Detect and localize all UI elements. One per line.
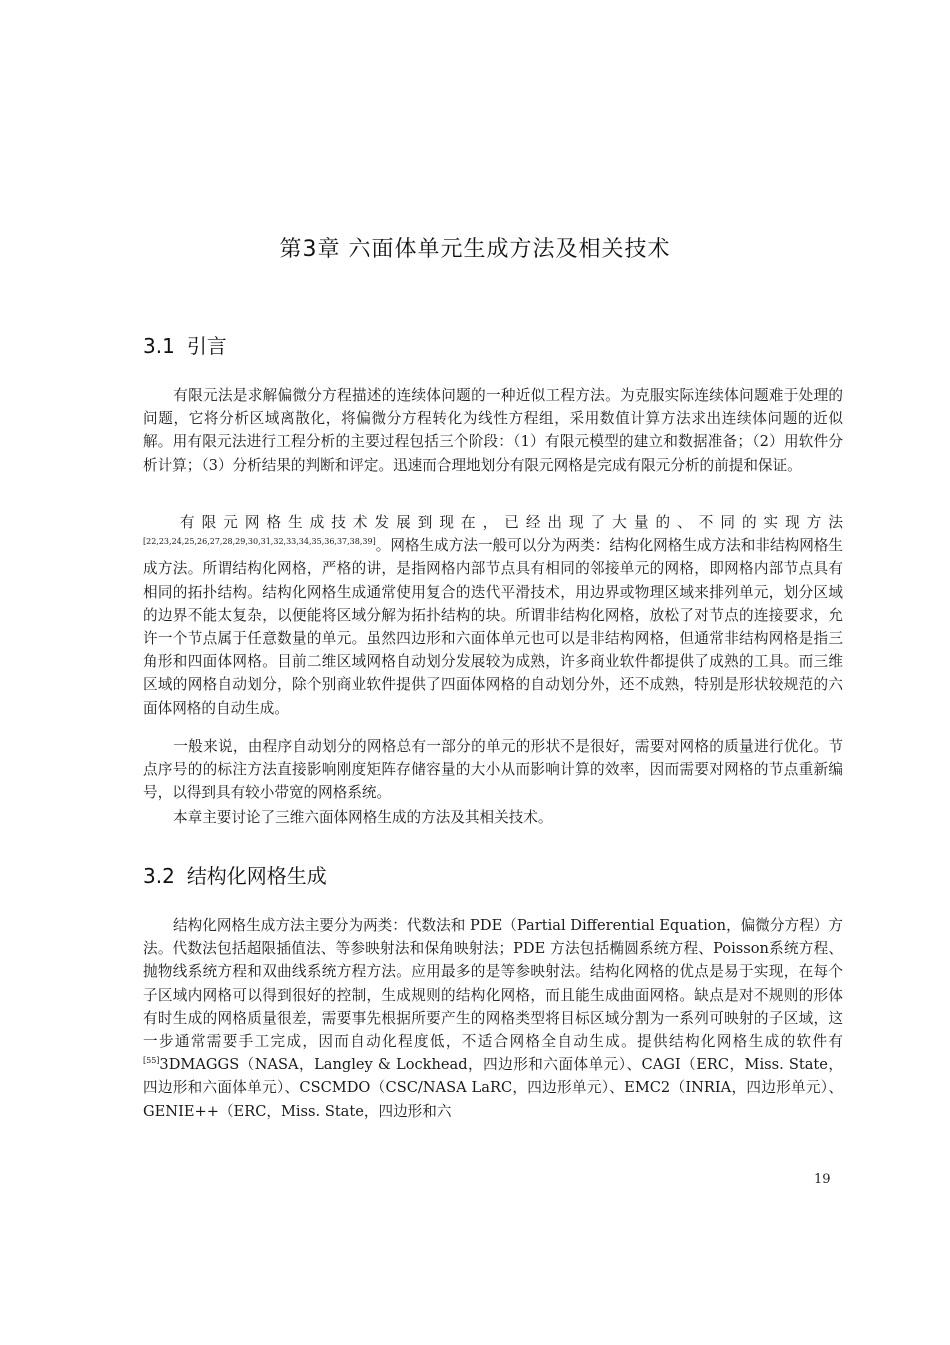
paragraph-text: 3DMAGGS（NASA，Langley & Lockhead，四边形和六面体单元）、CAGI（ERC，Miss. State，四边形和六面体单元）、CSCMDO（CSC/NASA LaRC，四边形单元）、EMC2（INRIA，四边形单元）、GENIE++（ERC，Miss. State，四边形和六 (143, 1056, 843, 1120)
paragraph-text: 有限元网格生成技术发展到现在，已经出现了大量的、不同的实现方法 (173, 514, 843, 531)
paragraph-text: 结构化网格生成方法主要分为两类：代数法和 PDE（Partial Differential Equation，偏微分方程）方法。代数法包括超限插值法、等参映射法和保角映射法；PDE 方法包括椭圆系统方程、Poisson系统方程、抛物线系统方程和双曲线系统方程方法。应用最多的是等参映射法。结构化网格的优点是易于实现，在每个子区域内网格可以得到很好的控制，生成规则的结构化网格，而且能生成曲面网格。缺点是对不规则的形体有时生成的网格质量很差，需要事先根据所要产生的网格类型将目标区域分割为一系列可映射的子区域，这一步通常需要手工完成，因而自动化程度低，不适合网格全自动生成。提供结构化网格生成的软件有 (143, 917, 843, 1051)
citation: [55] (143, 1056, 160, 1066)
paragraph (143, 735, 843, 805)
chapter-title: 第3章 六面体单元生成方法及相关技术 (279, 237, 671, 262)
paragraph-text: 有限元法是求解偏微分方程描述的连续体问题的一种近似工程方法。为克服实际连续体问题难于处理的问题，它将分析区域离散化，将偏微分方程转化为线性方程组，采用数值计算方法求出连续体问题的近似解。用有限元法进行工程分析的主要过程包括三个阶段：（1）有限元模型的建立和数据准备；（2）用软件分析计算；（3）分析结果的判断和评定。迅速而合理地划分有限元网格是完成有限元分析的前提和保证。 (143, 387, 843, 474)
page-number-text: 19 (814, 1172, 831, 1187)
paragraph-text: 本章主要讨论了三维六面体网格生成的方法及其相关技术。 (173, 809, 553, 826)
section-title: 结构化网格生成 (186, 864, 327, 888)
section-heading-3-1 (143, 330, 227, 359)
section-number: 3.2 (143, 864, 175, 888)
paragraph-text: 一般来说，由程序自动划分的网格总有一部分的单元的形状不是很好，需要对网格的质量进行优化。节点序号的的标注方法直接影响刚度矩阵存储容量的大小从而影响计算的效率，因而需要对网格的节点重新编号，以得到具有较小带宽的网格系统。 (143, 738, 843, 802)
paragraph-text: 。网格生成方法一般可以分为两类：结构化网格生成方法和非结构网格生成方法。所谓结构化网格，严格的讲，是指网格内部节点具有相同的邻接单元的网格，即网格内部节点具有相同的拓扑结构。结构化网格生成通常使用复合的迭代平滑技术，用边界或物理区域来排列单元，划分区域的边界不能太复杂，以便能将区域分解为拓扑结构的块。所谓非结构化网格，放松了对节点的连接要求，允许一个节点属于任意数量的单元。虽然四边形和六面体单元也可以是非结构网格，但通常非结构网格是指三角形和四面体网格。目前二维区域网格自动划分发展较为成熟，许多商业软件都提供了成熟的工具。而三维区域的网格自动划分，除个别商业软件提供了四面体网格的自动划分外，还不成熟，特别是形状较规范的六面体网格的自动生成。 (143, 537, 843, 717)
paragraph (143, 914, 843, 1123)
section-heading-3-2 (143, 860, 327, 889)
paragraph (143, 384, 843, 477)
section-title: 引言 (186, 334, 227, 358)
paragraph (143, 511, 843, 720)
paragraph (143, 806, 843, 829)
citation: [22,23,24,25,26,27,28,29,30,31,32,33,34,35,36,37,38,39] (143, 537, 376, 547)
section-number: 3.1 (143, 334, 175, 358)
